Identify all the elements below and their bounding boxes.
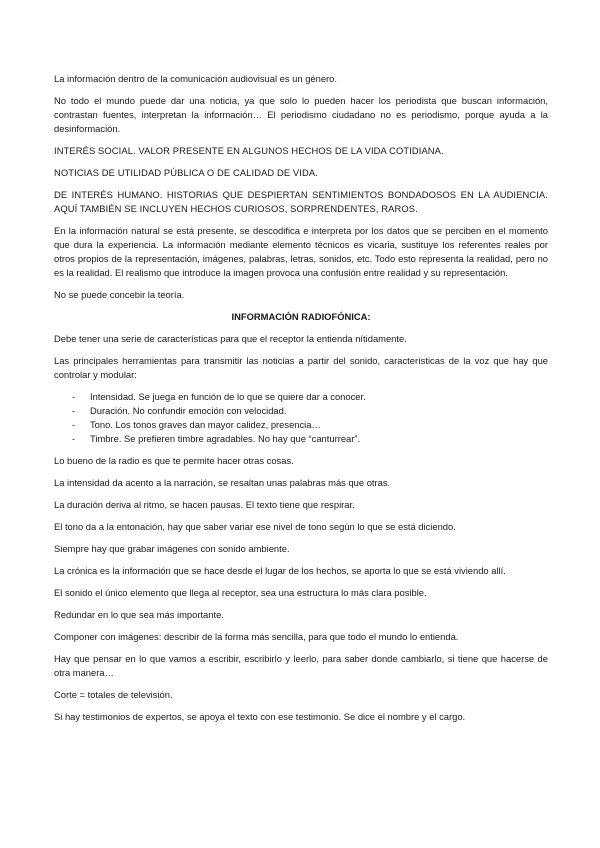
list-item: [54, 432, 548, 446]
voice-characteristics-list: [54, 390, 548, 446]
paragraph-corte: Corte = totales de televisión.: [54, 689, 173, 700]
paragraph-cronica: La crónica es la información que se hace desde el lugar de los hechos, se aporta lo que se está viviendo allí.: [54, 565, 506, 576]
paragraph-sound-structure: El sonido el único elemento que llega al receptor, sea una estructura lo más clara posible.: [54, 587, 427, 598]
list-item-text: Duración. No confundir emoción con velocidad.: [90, 405, 287, 416]
list-item-text: Intensidad. Se juega en función de lo que se quiere dar a conocer.: [90, 391, 366, 402]
paragraph-genre: La información dentro de la comunicación audiovisual es un género.: [54, 73, 337, 84]
paragraph-ambient-sound: Siempre hay que grabar imágenes con sonido ambiente.: [54, 543, 290, 554]
paragraph-human-interest: DE INTERÉS HUMANO. HISTORIAS QUE DESPIERTAN SENTIMIENTOS BONDADOSOS EN LA AUDIENCIA. AQUÍ TAMBIÉN SE INCLUYEN HECHOS CURIOSOS, SORPRENDENTES, RAROS.: [54, 189, 548, 214]
list-item-text: Tono. Los tonos graves dan mayor calidez, presencia…: [90, 419, 321, 430]
list-item: [54, 390, 548, 404]
document-page: [54, 72, 548, 732]
list-item: [54, 418, 548, 432]
dash-bullet: -: [72, 405, 76, 416]
paragraph-characteristics: Debe tener una serie de características para que el receptor la entienda nítidamente.: [54, 333, 407, 344]
paragraph-intensity: La intensidad da acento a la narración, se resaltan unas palabras más que otras.: [54, 477, 391, 488]
paragraph-duration: La duración deriva al ritmo, se hacen pausas. El texto tiene que respirar.: [54, 499, 355, 510]
paragraph-redundancy: Redundar en lo que sea más importante.: [54, 609, 224, 620]
paragraph-compose-images: Componer con imágenes: describir de la forma más sencilla, para que todo el mundo lo entienda.: [54, 631, 459, 642]
list-item: [54, 404, 548, 418]
paragraph-natural-information: En la información natural se está presente, se descodifica e interpreta por los datos que se perciben en el momento que dura la experiencia. La información mediante elemento técnicos es vicaria, sustituye los referentes reales por otros propios de la representación, imágenes, palabras, letras, sonidos, etc. Todo esto representa la realidad, pero no es la realidad. El realismo que introduce la imagen provoca una confusión entre realidad y su representación.: [54, 225, 548, 278]
dash-bullet: -: [72, 433, 76, 444]
list-item-text: Timbre. Se prefieren timbre agradables. No hay que “canturrear”.: [90, 433, 361, 444]
paragraph-radio-benefit: Lo bueno de la radio es que te permite hacer otras cosas.: [54, 455, 294, 466]
paragraph-theory: No se puede concebir la teoría.: [54, 289, 185, 300]
paragraph-tools: Las principales herramientas para transmitir las noticias a partir del sonido, características de la voz que hay que controlar y modular:: [54, 355, 548, 380]
paragraph-writing-process: Hay que pensar en lo que vamos a escribir, escribirlo y leerlo, para saber donde cambiarlo, si tiene que hacerse de otra manera…: [54, 653, 548, 678]
dash-bullet: -: [72, 419, 76, 430]
paragraph-tone: El tono da a la entonación, hay que saber variar ese nivel de tono según lo que se está diciendo.: [54, 521, 456, 532]
paragraph-social-interest: INTERÉS SOCIAL. VALOR PRESENTE EN ALGUNOS HECHOS DE LA VIDA COTIDIANA.: [54, 145, 444, 156]
paragraph-testimonials: Si hay testimonios de expertos, se apoya el texto con ese testimonio. Se dice el nombre y el cargo.: [54, 711, 466, 722]
section-heading: INFORMACIÓN RADIOFÓNICA:: [231, 311, 371, 322]
paragraph-citizen-journalism: No todo el mundo puede dar una noticia, ya que solo lo pueden hacer los periodista que buscan información, contrastan fuentes, interpretan la información… El periodismo ciudadano no es periodismo, porque ayuda a la desinformación.: [54, 95, 548, 134]
paragraph-public-utility: NOTICIAS DE UTILIDAD PÚBLICA O DE CALIDAD DE VIDA.: [54, 167, 318, 178]
dash-bullet: -: [72, 391, 76, 402]
